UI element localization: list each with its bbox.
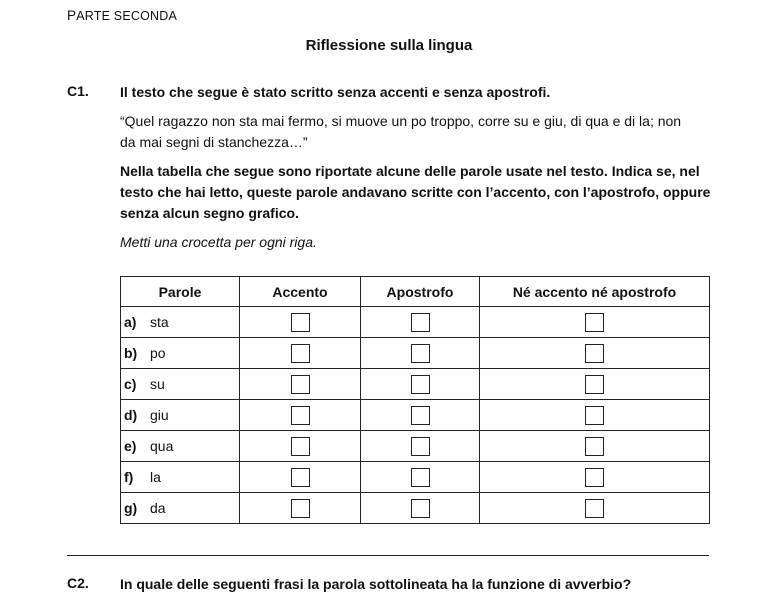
word-cell <box>121 307 240 338</box>
row-word: sta <box>150 314 169 330</box>
question-c1-number: C1. <box>67 83 89 99</box>
row-letter: b) <box>124 345 138 361</box>
answer-table <box>120 276 710 524</box>
checkbox-ne-accento-ne-apostrofo[interactable] <box>585 313 604 332</box>
table-row <box>121 400 710 431</box>
table-row <box>121 369 710 400</box>
page-title: Riflessione sulla lingua <box>305 37 473 54</box>
accento-cell <box>240 493 361 524</box>
row-letter: g) <box>124 500 138 516</box>
instruction-line-3: senza alcun segno grafico. <box>120 205 299 221</box>
question-c1-note: Metti una crocetta per ogni riga. <box>120 234 317 250</box>
checkbox-accento[interactable] <box>291 406 310 425</box>
nessuno-cell <box>480 462 710 493</box>
header-accento: Accento <box>240 277 361 307</box>
checkbox-apostrofo[interactable] <box>411 313 430 332</box>
section-header-rest: ARTE SECONDA <box>76 9 178 23</box>
row-letter: d) <box>124 407 138 423</box>
accento-cell <box>240 369 361 400</box>
table-row <box>121 493 710 524</box>
apostrofo-cell <box>361 493 480 524</box>
instruction-line-2: testo che hai letto, queste parole andavano scritte con l’accento, con l’apostrofo, oppure <box>120 184 711 200</box>
accento-cell <box>240 400 361 431</box>
instruction-line-1: Nella tabella che segue sono riportate alcune delle parole usate nel testo. Indica se, nel <box>120 163 700 179</box>
accento-cell <box>240 307 361 338</box>
word-cell <box>121 400 240 431</box>
apostrofo-cell <box>361 462 480 493</box>
checkbox-apostrofo[interactable] <box>411 468 430 487</box>
checkbox-accento[interactable] <box>291 468 310 487</box>
header-parole: Parole <box>121 277 240 307</box>
checkbox-apostrofo[interactable] <box>411 406 430 425</box>
word-cell <box>121 462 240 493</box>
checkbox-accento[interactable] <box>291 344 310 363</box>
nessuno-cell <box>480 338 710 369</box>
row-word: po <box>150 345 166 361</box>
question-c1-quote <box>120 111 720 153</box>
row-word: la <box>150 469 161 485</box>
table-row <box>121 431 710 462</box>
row-letter: a) <box>124 314 137 330</box>
row-letter: f) <box>124 469 134 485</box>
row-word: qua <box>150 438 174 454</box>
table-row <box>121 307 710 338</box>
row-word: giu <box>150 407 169 423</box>
checkbox-apostrofo[interactable] <box>411 375 430 394</box>
checkbox-ne-accento-ne-apostrofo[interactable] <box>585 468 604 487</box>
apostrofo-cell <box>361 400 480 431</box>
row-letter: c) <box>124 376 137 392</box>
header-apostrofo: Apostrofo <box>361 277 480 307</box>
checkbox-ne-accento-ne-apostrofo[interactable] <box>585 437 604 456</box>
checkbox-accento[interactable] <box>291 375 310 394</box>
table-header-row <box>121 277 710 307</box>
checkbox-ne-accento-ne-apostrofo[interactable] <box>585 344 604 363</box>
apostrofo-cell <box>361 369 480 400</box>
checkbox-apostrofo[interactable] <box>411 344 430 363</box>
nessuno-cell <box>480 400 710 431</box>
accento-cell <box>240 431 361 462</box>
section-divider <box>67 555 709 556</box>
nessuno-cell <box>480 369 710 400</box>
nessuno-cell <box>480 431 710 462</box>
checkbox-apostrofo[interactable] <box>411 499 430 518</box>
row-letter: e) <box>124 438 137 454</box>
nessuno-cell <box>480 493 710 524</box>
accento-cell <box>240 462 361 493</box>
row-word: su <box>150 376 165 392</box>
checkbox-accento[interactable] <box>291 313 310 332</box>
checkbox-accento[interactable] <box>291 437 310 456</box>
word-cell <box>121 431 240 462</box>
table-row <box>121 338 710 369</box>
apostrofo-cell <box>361 338 480 369</box>
quote-line-2: da mai segni di stanchezza…” <box>120 134 308 150</box>
row-word: da <box>150 500 166 516</box>
header-ne-accento-ne-apostrofo: Né accento né apostrofo <box>480 277 710 307</box>
question-c2-text: In quale delle seguenti frasi la parola sottolineata ha la funzione di avverbio? <box>120 576 632 592</box>
question-c1-intro: Il testo che segue è stato scritto senza accenti e senza apostrofi. <box>120 84 551 100</box>
checkbox-ne-accento-ne-apostrofo[interactable] <box>585 499 604 518</box>
checkbox-ne-accento-ne-apostrofo[interactable] <box>585 406 604 425</box>
section-header <box>67 8 177 23</box>
checkbox-ne-accento-ne-apostrofo[interactable] <box>585 375 604 394</box>
accento-cell <box>240 338 361 369</box>
nessuno-cell <box>480 307 710 338</box>
question-c1-instruction <box>120 161 720 224</box>
quote-line-1: “Quel ragazzo non sta mai fermo, si muove un po troppo, corre su e giu, di qua e di la; non <box>120 113 682 129</box>
question-c2-number: C2. <box>67 575 89 591</box>
checkbox-accento[interactable] <box>291 499 310 518</box>
checkbox-apostrofo[interactable] <box>411 437 430 456</box>
table-row <box>121 462 710 493</box>
section-header-initial: P <box>67 8 77 23</box>
apostrofo-cell <box>361 307 480 338</box>
apostrofo-cell <box>361 431 480 462</box>
word-cell <box>121 493 240 524</box>
word-cell <box>121 338 240 369</box>
word-cell <box>121 369 240 400</box>
